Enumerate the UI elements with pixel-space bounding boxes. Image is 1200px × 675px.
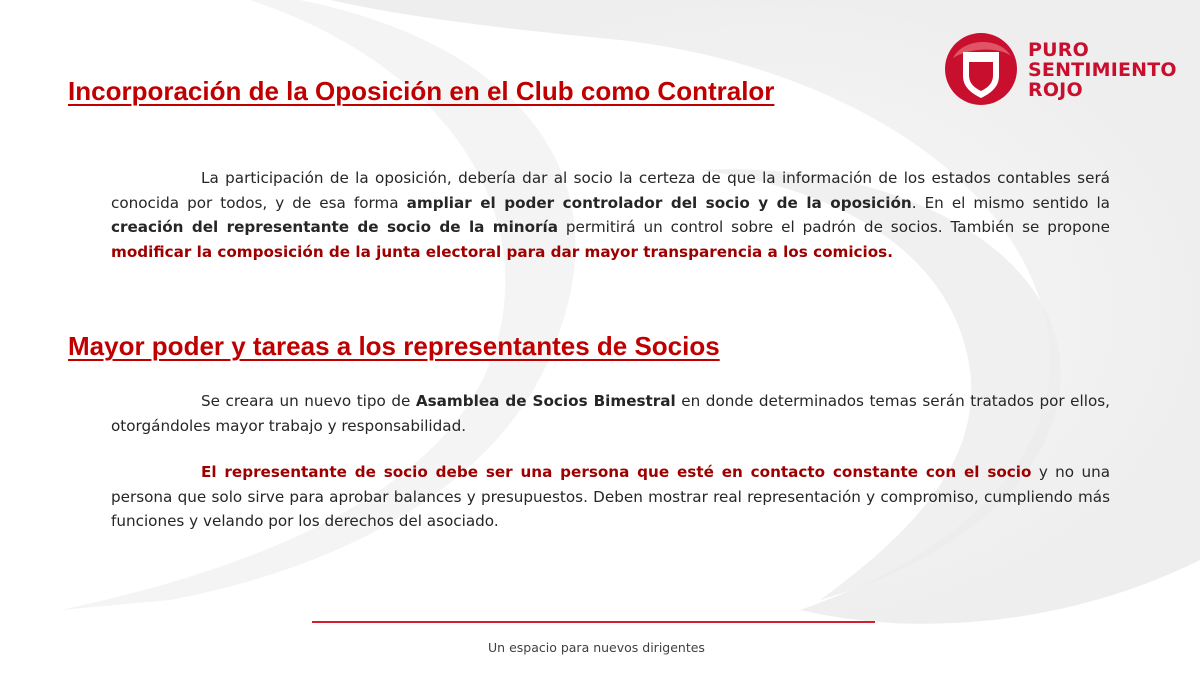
text-run: . En el mismo sentido la (911, 193, 1110, 212)
logo-wordmark (1028, 40, 1177, 100)
logo-line-1: PURO (1028, 39, 1089, 61)
text-run: permitirá un control sobre el padrón de socios. También se propone (557, 218, 1110, 236)
bold-run: ampliar el poder controlador del socio y de la oposición (406, 193, 912, 212)
bold-run: creación del representante de socio de la minoría (111, 218, 558, 236)
section-2-heading: Mayor poder y tareas a los representantes de Socios (68, 331, 720, 361)
text-run: La participación de la oposición, debería dar al socio la certeza de que la información de los estados contables será conocida por todos, y de esa forma (111, 169, 1110, 212)
footer-tagline: Un espacio para nuevos dirigentes (488, 640, 705, 655)
section-2-paragraph-1 (111, 389, 1110, 438)
logo-line-2: SENTIMIENTO (1028, 59, 1177, 81)
text-run: Se creara un nuevo tipo de (201, 392, 416, 410)
section-1-paragraph (111, 166, 1110, 264)
section-2-paragraph-2 (111, 460, 1110, 534)
bold-red-run: El representante de socio debe ser una persona que esté en contacto constante con el socio (201, 463, 1032, 481)
section-1-heading: Incorporación de la Oposición en el Club como Contralor (68, 76, 775, 106)
shield-logo-icon (943, 30, 1019, 108)
footer-divider (312, 621, 875, 623)
bold-run: Asamblea de Socios Bimestral (415, 392, 676, 410)
text-run: en donde determinados temas serán tratados por ellos, otorgándoles mayor trabajo y responsabilidad. (111, 392, 1110, 435)
bold-red-run: modificar la composición de la junta electoral para dar mayor transparencia a los comicios. (111, 242, 893, 261)
brand-logo (943, 30, 1183, 110)
text-run: y no una persona que solo sirve para aprobar balances y presupuestos. Deben mostrar real representación y compromiso, cumpliendo más funciones y velando por los derechos del asociado. (111, 463, 1111, 530)
logo-line-3: ROJO (1028, 79, 1083, 101)
